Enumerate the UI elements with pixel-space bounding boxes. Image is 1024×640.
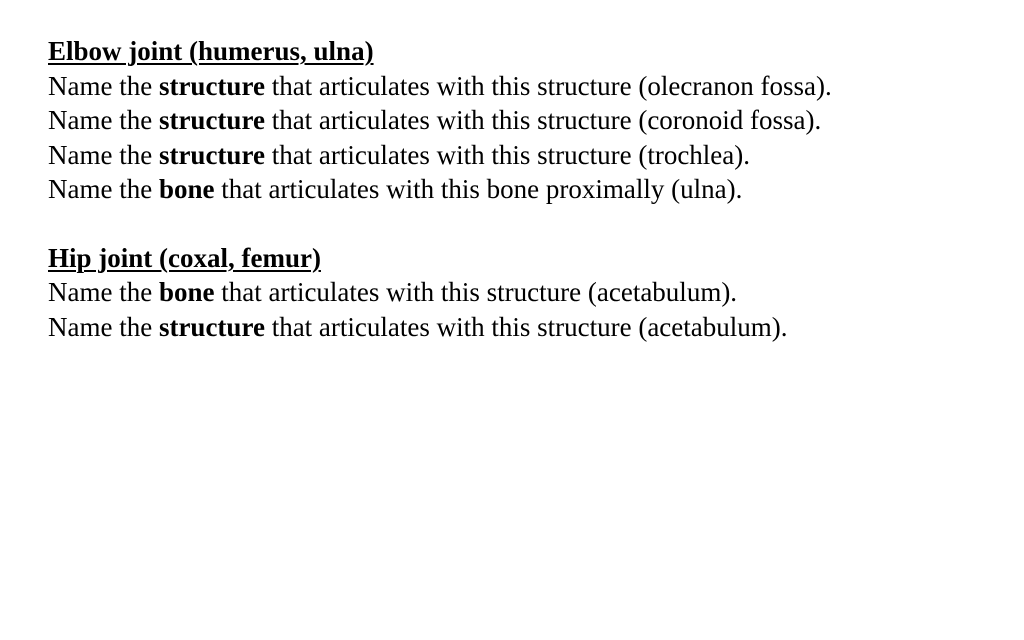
- question-keyword: bone: [158, 174, 215, 204]
- question-text-end: that articulates with this structure (trochlea).: [264, 139, 751, 170]
- question-keyword: structure: [158, 139, 265, 170]
- question-keyword: structure: [158, 70, 265, 101]
- question-text-end: that articulates with this structure (olecranon fossa).: [264, 70, 832, 101]
- question-line: [48, 103, 1008, 138]
- section-elbow-joint: [48, 34, 1008, 207]
- question-keyword: structure: [158, 311, 265, 342]
- question-text-start: Name the: [48, 70, 159, 101]
- question-text-start: Name the: [48, 277, 159, 307]
- question-text-start: Name the: [48, 174, 159, 204]
- question-line: [48, 69, 1008, 104]
- question-text-start: Name the: [48, 311, 159, 342]
- section-heading: Elbow joint (humerus, ulna): [48, 36, 374, 66]
- question-line: [48, 138, 1008, 173]
- question-text-end: that articulates with this structure (acetabulum).: [214, 277, 738, 307]
- question-text-start: Name the: [48, 139, 159, 170]
- question-line: [48, 172, 1008, 207]
- question-text-end: that articulates with this structure (coronoid fossa).: [264, 105, 822, 135]
- question-line: [48, 275, 1008, 310]
- question-text-end: that articulates with this bone proximally (ulna).: [214, 174, 743, 204]
- document-body: [48, 34, 1008, 344]
- question-keyword: structure: [158, 105, 265, 135]
- question-text-start: Name the: [48, 105, 159, 135]
- section-heading: Hip joint (coxal, femur): [48, 242, 321, 273]
- question-keyword: bone: [158, 277, 215, 307]
- question-line: [48, 310, 1008, 345]
- question-text-end: that articulates with this structure (acetabulum).: [264, 311, 788, 342]
- section-hip-joint: [48, 241, 1008, 345]
